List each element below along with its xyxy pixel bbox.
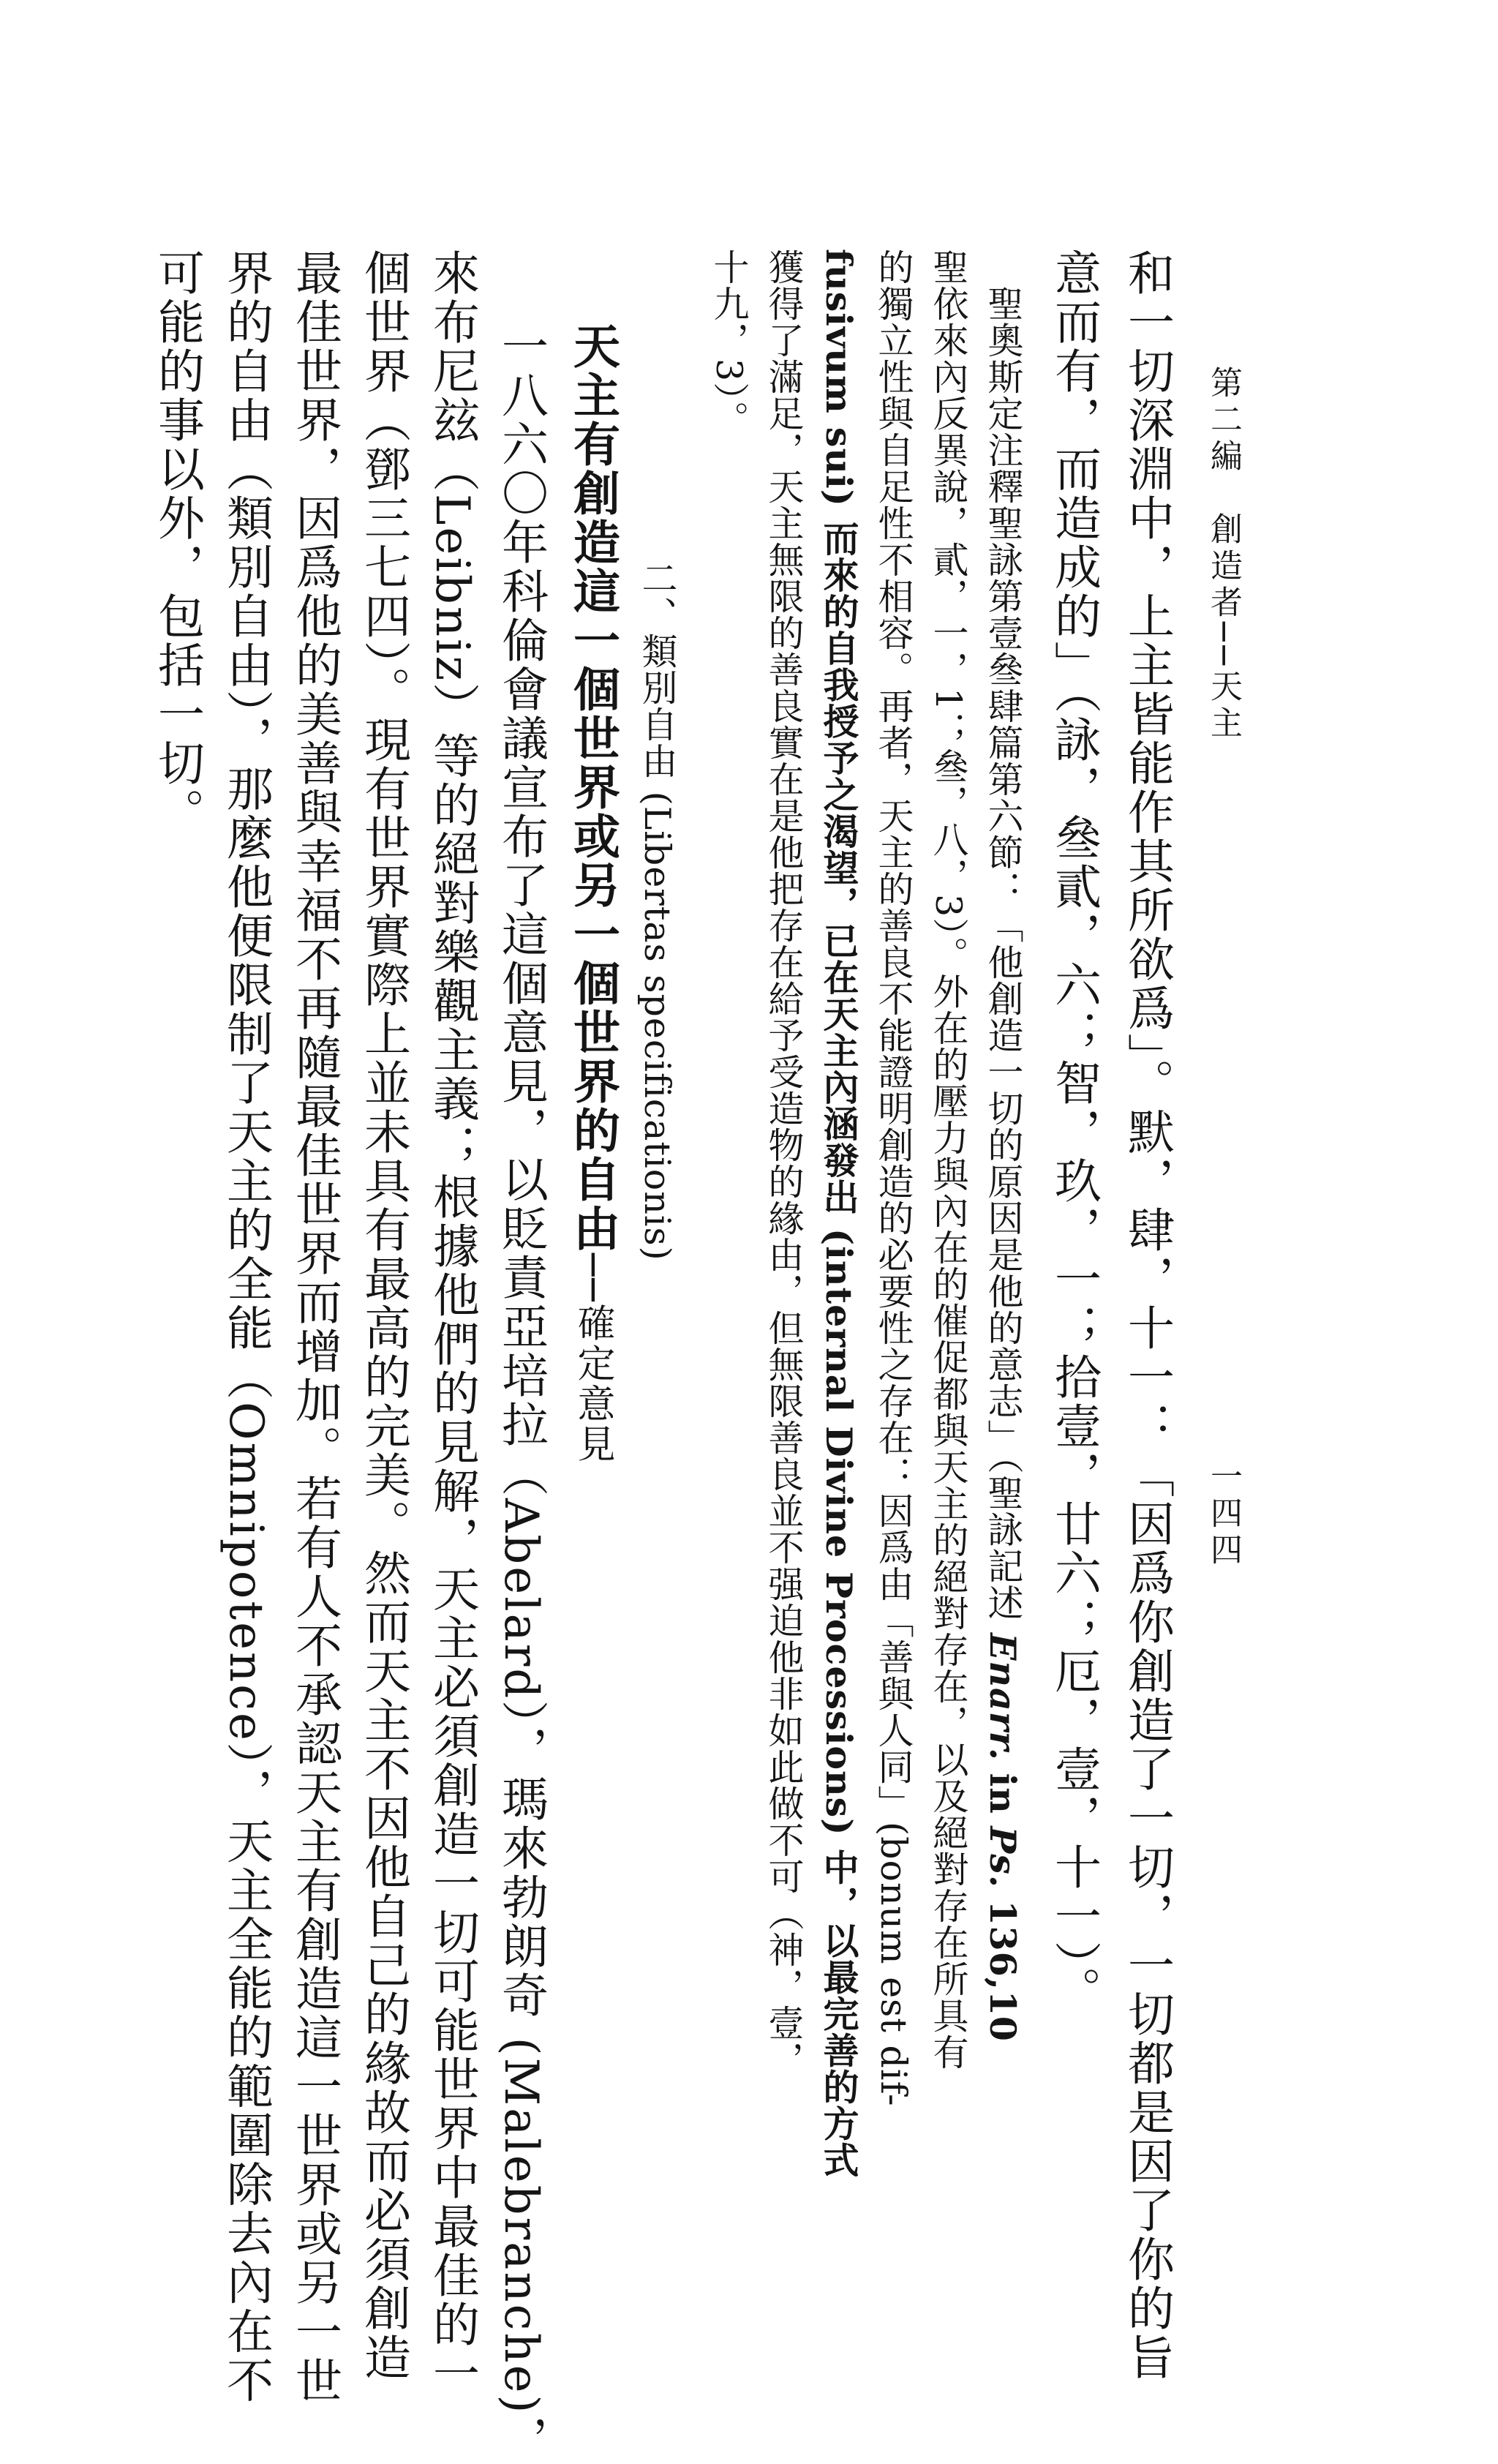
quote-line-1: 和一切深淵中，上主皆能作其所欲爲」。默，肆，十一：「因爲你創造了一切，一切都是因了你的旨 (1120, 249, 1174, 2382)
paragraph-line-5: 界的自由（類別自由），那麼他便限制了天主的全能（Omnipotence），天主全能的範圍除去內在不 (219, 249, 273, 2405)
augustine-note-line-5: 獲得了滿足，天主無限的善良實在是他把存在給予受造物的緣由，但無限善良並不强迫他非如此做不可（神，壹， (763, 249, 805, 2078)
running-title: 第二編 創造者──天主 (1205, 366, 1242, 743)
paragraph-line-1: 一八六〇年科倫會議宣布了這個意見，以貶責亞培拉（Abelard），瑪來勃朗奇 (Malebranche)， (494, 322, 548, 2464)
paragraph-line-2: 來布尼玆（Leibniz）等的絕對樂觀主義；根據他們的見解，天主必須創造一切可能世界中最佳的一 (425, 249, 479, 2399)
augustine-note-line-1 (979, 285, 1024, 2043)
page-number: 一四四 (1205, 1460, 1242, 1569)
ref-in: in (982, 1773, 1024, 1814)
quote-line-2: 意而有，而造成的」（詠，叄貳，六；智，玖，一；拾壹，廿六；厄，壹，十一）。 (1047, 249, 1101, 2016)
augustine-note-line-4: fusivum sui) 而來的自我授予之渴望，已在天主內涵發出 (internal Divine Processions) 中，以最完善的方式 (818, 249, 860, 2179)
augustine-note-line-6: 十九，3）。 (708, 249, 750, 437)
augustine-note-line-2: 聖依來內反異說，貳，一，1；叄，八，3）。外在的壓力與內在的催促都與天主的絕對存在，以及絕對存在所具有 (927, 249, 969, 2070)
augustine-note-line-3: 的獨立性與自足性不相容。再者，天主的善良不能證明創造的必要性之存在：因爲由「善與人同」(bonum est dif- (873, 249, 914, 2107)
paragraph-line-4: 最佳世界，因爲他的美善與幸福不再隨最佳世界而增加。若有人不承認天主有創造這一世界或另一世 (287, 249, 342, 2405)
paragraph-line-3: 個世界（鄧三七四）。現有世界實際上並未具有最高的完美。然而天主不因他自己的緣故而必須創造 (356, 249, 410, 2382)
subheading-rest-text: ──確定意見 (571, 1253, 614, 1465)
paragraph-line-6: 可能的事以外，包括一切。 (150, 249, 204, 837)
section-subheading (563, 322, 620, 1465)
augustine-note-text: 聖奧斯定注釋聖詠第壹叄肆篇第六節：「他創造一切的原因是他的意志」（聖詠記述 (982, 285, 1024, 1621)
ref-number: 136,10 (982, 1900, 1024, 2043)
ref-enarr: Enarr. (982, 1633, 1024, 1761)
ref-ps: Ps. (982, 1826, 1024, 1888)
subheading-bold-text: 天主有創造這一個世界或另一個世界的自由 (565, 322, 620, 1253)
section-heading: 二、類別自由 (Libertas specificationis) (636, 560, 678, 1261)
